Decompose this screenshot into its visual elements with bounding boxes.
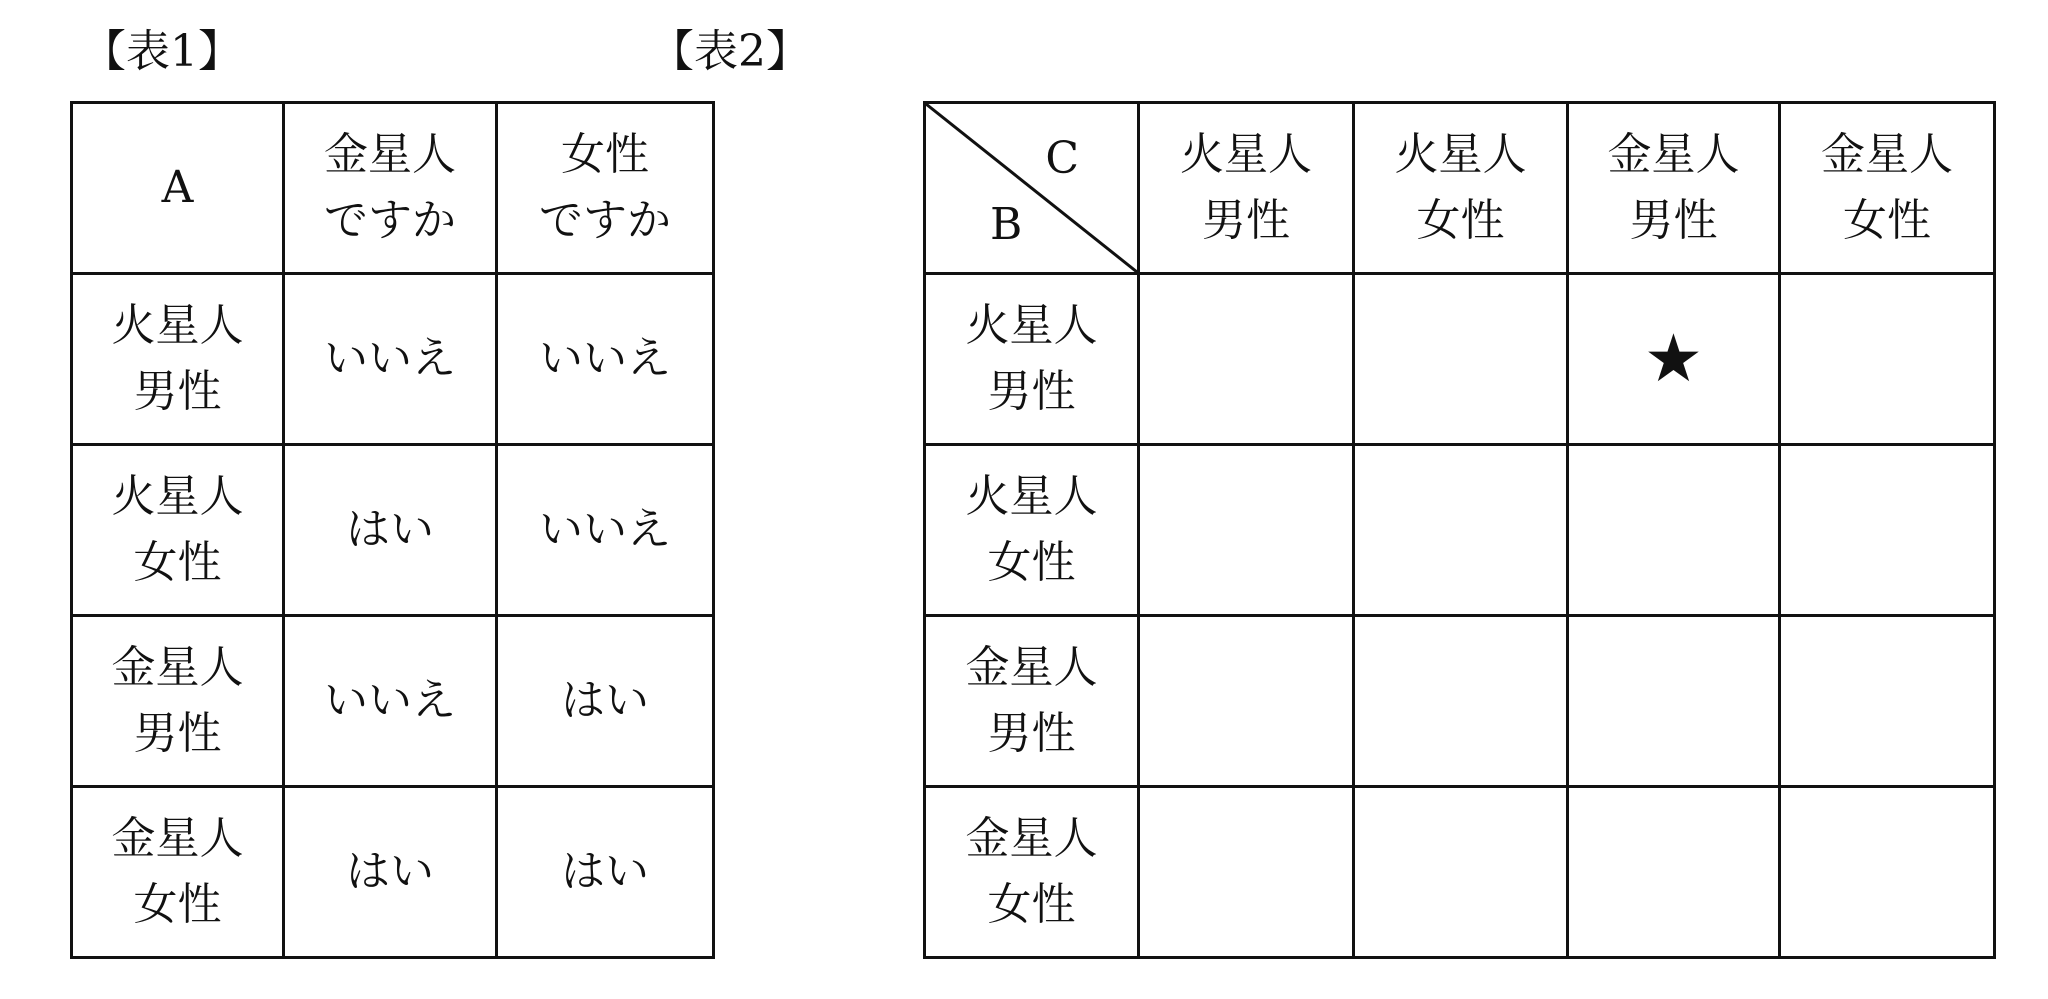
column-header <box>1354 103 1568 274</box>
table1-header-row <box>72 103 714 274</box>
row-label <box>72 616 284 787</box>
answer-text: いいえ <box>539 333 671 384</box>
corner-label-c: C <box>1045 133 1079 184</box>
row-label <box>72 274 284 445</box>
row-label-line: 金星人 <box>111 642 244 693</box>
row-label <box>925 274 1139 445</box>
table-row <box>72 616 714 787</box>
answer-cell <box>284 787 497 958</box>
row-label-line: 女性 <box>133 879 222 930</box>
row-label-line: 金星人 <box>965 813 1098 864</box>
row-label-line: 金星人 <box>111 813 244 864</box>
corner-label-b: B <box>990 199 1023 250</box>
table-row <box>925 787 1995 958</box>
row-label-line: 男性 <box>987 366 1076 417</box>
row-label-line: 火星人 <box>965 471 1098 522</box>
row-label-line: 火星人 <box>111 471 244 522</box>
answer-text: いいえ <box>324 675 456 726</box>
column-header-line: 火星人 <box>1394 129 1527 180</box>
row-label-line: 男性 <box>987 708 1076 759</box>
table-row <box>72 445 714 616</box>
row-label-line: 女性 <box>987 537 1076 588</box>
row-label <box>925 787 1139 958</box>
answer-cell <box>497 616 714 787</box>
answer-text: いいえ <box>324 333 456 384</box>
answer-cell <box>497 445 714 616</box>
table1 <box>70 101 715 959</box>
table2-caption: 【表2】 <box>650 26 810 77</box>
header-text-line: ですか <box>324 195 456 246</box>
grid-cell <box>1780 616 1995 787</box>
row-label <box>72 787 284 958</box>
grid-cell <box>1568 616 1780 787</box>
column-header <box>1139 103 1354 274</box>
star-icon: ★ <box>1643 320 1704 397</box>
table1-header-female <box>497 103 714 274</box>
column-header-line: 火星人 <box>1180 129 1312 180</box>
column-header-line: 男性 <box>1629 195 1718 246</box>
header-text-line: 女性 <box>561 129 649 180</box>
answer-cell <box>284 616 497 787</box>
table2-corner-header <box>925 103 1139 274</box>
table-row <box>925 616 1995 787</box>
grid-cell <box>1354 787 1568 958</box>
grid-cell <box>1139 274 1354 445</box>
answer-text: はい <box>346 504 434 555</box>
column-header-line: 女性 <box>1843 195 1931 246</box>
answer-cell <box>284 274 497 445</box>
table2-header-row <box>925 103 1995 274</box>
answer-text: はい <box>346 846 434 897</box>
table2 <box>923 101 1996 959</box>
answer-cell <box>284 445 497 616</box>
grid-cell <box>1139 787 1354 958</box>
diagonal-divider <box>926 104 1137 272</box>
grid-cell <box>1354 445 1568 616</box>
column-header <box>1780 103 1995 274</box>
grid-cell <box>1139 445 1354 616</box>
row-label-line: 金星人 <box>965 642 1098 693</box>
row-label-line: 女性 <box>987 879 1076 930</box>
grid-cell <box>1568 787 1780 958</box>
row-label-line: 男性 <box>133 708 222 759</box>
column-header-line: 金星人 <box>1821 129 1953 180</box>
column-header-line: 女性 <box>1416 195 1505 246</box>
header-text-line: ですか <box>539 195 671 246</box>
grid-cell <box>1354 274 1568 445</box>
row-label-line: 火星人 <box>111 300 244 351</box>
row-label <box>925 616 1139 787</box>
grid-cell <box>1780 787 1995 958</box>
row-label-line: 火星人 <box>965 300 1098 351</box>
table1-corner-label: A <box>161 162 194 213</box>
table-row <box>925 274 1995 445</box>
column-header <box>1568 103 1780 274</box>
answer-cell <box>497 274 714 445</box>
answer-text: はい <box>561 846 649 897</box>
grid-cell <box>1568 274 1780 445</box>
grid-cell <box>1780 445 1995 616</box>
row-label <box>925 445 1139 616</box>
row-label-line: 女性 <box>133 537 222 588</box>
table-row <box>72 787 714 958</box>
table-row <box>925 445 1995 616</box>
answer-text: はい <box>561 675 649 726</box>
column-header-line: 金星人 <box>1607 129 1740 180</box>
row-label-line: 男性 <box>133 366 222 417</box>
table1-header-venus <box>284 103 497 274</box>
header-text-line: 金星人 <box>324 129 456 180</box>
grid-cell <box>1354 616 1568 787</box>
table-row <box>72 274 714 445</box>
answer-cell <box>497 787 714 958</box>
row-label <box>72 445 284 616</box>
column-header-line: 男性 <box>1202 195 1290 246</box>
table1-corner-header <box>72 103 284 274</box>
table1-caption: 【表1】 <box>82 26 242 77</box>
answer-text: いいえ <box>539 504 671 555</box>
grid-cell <box>1139 616 1354 787</box>
grid-cell <box>1568 445 1780 616</box>
grid-cell <box>1780 274 1995 445</box>
